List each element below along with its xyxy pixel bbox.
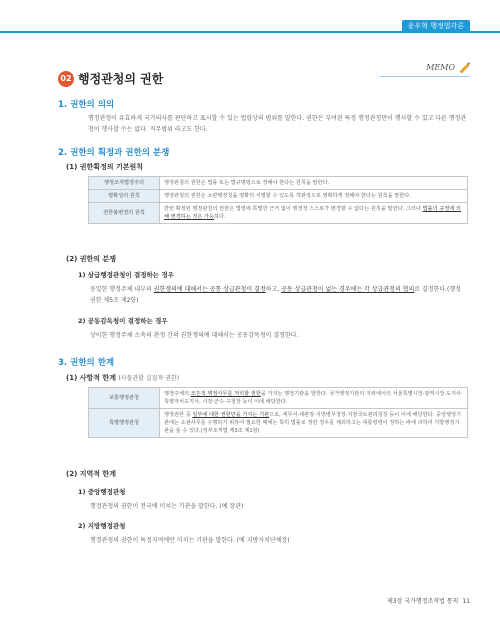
section-1-title: 1. 권한의 의의 [58,100,115,110]
table-value: 행정관청의 권한은 소관행정청을 명확히 식별할 수 있도록 객관적으로 명확하게 정해야 한다는 원칙을 말한다. [160,190,468,203]
table-key: 특별행정관청 [89,409,160,438]
limit-item-2-body: 행정관청의 권한이 특정지역에만 미치는 기관을 말한다. (예 지방자치단체장) [90,537,290,544]
sub-heading-note: (사물관할 실질적 권한) [118,375,180,382]
pencil-icon [460,63,470,73]
section-3-sub2: (2) 지역적 한계 [66,470,116,478]
table-row [89,409,468,438]
section-3-sub1 [66,373,179,383]
underlined-text: 모든적 행정사무를 처리할 권한 [190,391,261,397]
table-value [160,388,468,409]
table-value [160,203,468,224]
value-text: 을 가지는 행정기관을 말한다. 국가행정기관의 지위에서의 서울특별시장·광역시장·도지사·특별자치도지사, 시장·군수·구청장 등이 이에 해당한다. [164,391,463,405]
chapter-title: 행정관청의 권한 [78,72,164,86]
page-footer [387,596,470,605]
table-key: 행정조직법정주의 [89,177,160,190]
section-2-title: 2. 권한의 획정과 권한의 분쟁 [58,148,170,158]
value-text: 하다. [214,214,226,220]
table-value: 행정관청의 권한은 법률 또는 법규명령으로 정해야 한다는 원칙을 말한다. [160,177,468,190]
dispute-item-2-body: 상이한 행정주체 소속의 관청 간의 권한쟁의에 대해서는 공동감독청이 결정한다. [90,332,299,339]
value-text: 한번 확정된 행정관청의 권한은 법령에 특별한 근거 없이 행정청 스스로가 변경할 수 없다는 원칙을 말한다. 그러나 [164,206,423,212]
memo-rule [380,76,470,77]
section-2-sub1: (1) 권한획정의 기본원칙 [66,163,144,171]
limit-item-1-title: 1) 중앙행정관청 [78,488,126,496]
memo-label [426,63,470,72]
principles-table [88,176,468,224]
table-key: 권한불변경의 원칙 [89,203,160,224]
dispute-item-1-title: 1) 상급행정관청이 결정하는 경우 [78,271,174,279]
underlined-text: 권한쟁의에 대해서는 공통 상급관청이 결정 [153,286,266,293]
limit-item-1-body: 행정관청의 권한이 전국에 미치는 기관을 말한다. (예 장관) [90,503,244,510]
section-1-body: 행정관청이 유효하게 국가의사를 판단하고 표시할 수 있는 법령상의 범위를 말한다. 권한은 부여된 특정 행정관청만이 행사할 수 있고 다른 행정관청이 행사할 수는 없다. 직무범위 라고도 한다. [88,115,467,133]
value-text: 으로, 세무서·세관장·지방병무청장·지방국토관리청장 등이 이에 해당한다. 중앙행정기관에는 소관사무를 수행하기 위하여 필요한 때에는 특히 법률로 정한 경우를 제외하고는 대통령령이 정하는 바에 의하여 지방행정기관을 둘 수 있다.(정부조직법 제3조 제1항) [164,412,462,434]
chapter-number-badge: 02 [58,71,74,87]
authority-types-table [88,387,468,438]
footer-chapter: 제3장 국가행정조직법 통칙 [386,598,459,605]
table-row [89,177,468,190]
table-row [89,190,468,203]
sub-heading-text: (1) 사항적 한계 [66,374,116,382]
dispute-item-1-body [90,284,462,306]
underlined-text: 법률의 규정에 의해 변경하는 것은 가능 [164,206,461,220]
chapter-heading [58,68,163,87]
dispute-item-2-title: 2) 공동감독청이 결정하는 경우 [78,317,168,325]
body-text: 로 결정한다.(행정권한 제5조 제2항) [90,286,461,304]
underlined-text: 일부에 대한 권한만을 가지는 기관 [192,412,270,418]
value-text: 행정주체의 [164,391,191,397]
header-author: 윤우혁 [407,22,428,30]
table-key: 보통행정관청 [89,388,160,409]
section-3-title: 3. 권한의 한계 [58,358,115,368]
section-2-sub2: (2) 권한의 분쟁 [66,255,116,263]
running-header [402,20,470,33]
table-key: 명확성의 원칙 [89,190,160,203]
table-row [89,388,468,409]
header-book: 행정법각론 [430,22,464,30]
value-text: 행정권한 중 [164,412,193,418]
body-text: 하고, [265,286,282,293]
page-number: 11 [462,598,470,605]
table-row [89,203,468,224]
body-text: 동일한 행정주체 내부의 [90,286,154,293]
limit-item-2-title: 2) 지방행정관청 [78,522,126,530]
underlined-text: 공동 상급관청이 없는 경우에는 각 상급관청의 협의 [281,286,415,293]
memo-text: MEMO [426,63,455,72]
table-value [160,409,468,438]
